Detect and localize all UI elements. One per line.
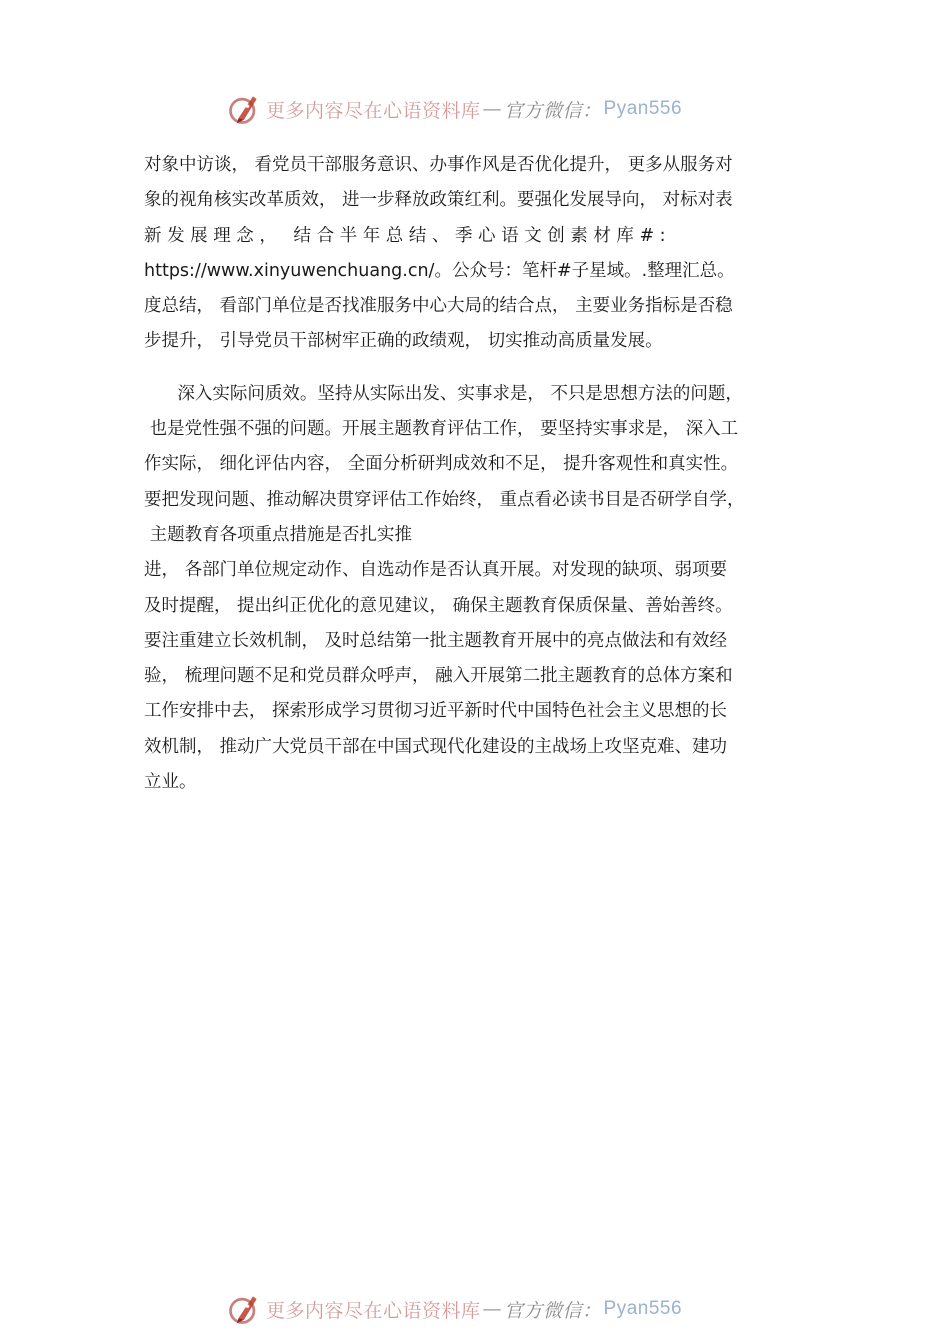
watermark-wechat-id: Pyan556: [603, 1298, 683, 1319]
text-line: 度总结， 看部门单位是否找准服务中心大局的结合点， 主要业务指标是否稳: [144, 296, 733, 317]
paragraph-2: [144, 377, 816, 801]
text-line: 主题教育各项重点措施是否扎实推: [144, 524, 413, 545]
text-line: 对象中访谈， 看党员干部服务意识、办事作风是否优化提升， 更多从服务对: [144, 155, 733, 175]
text-line: 验， 梳理问题不足和党员群众呼声， 融入开展第二批主题教育的总体方案和: [144, 666, 733, 687]
text-line: 步提升， 引导党员干部树牢正确的政绩观， 切实推动高质量发展。: [144, 331, 663, 352]
document-body: [144, 148, 816, 800]
text-line: 作实际， 细化评估内容， 全面分析研判成效和不足， 提升客观性和真实性。: [144, 454, 739, 475]
text-line: 效机制， 推动广大党员干部在中国式现代化建设的主战场上攻坚克难、建功: [144, 736, 728, 757]
text-line: 深入实际问质效。坚持从实际出发、实事求是， 不只是思想方法的问题，: [144, 383, 743, 404]
text-line: 象的视角核实改革质效， 进一步释放政策红利。要强化发展导向， 对标对表: [144, 190, 733, 211]
text-line: 及时提醒， 提出纠正优化的意见建议， 确保主题教育保质保量、善始善终。: [144, 595, 733, 616]
pen-nib-circle-icon: [226, 1291, 262, 1327]
text-line: 新 发 展 理 念 ， 结 合 半 年 总 结 、 季 心 语 文 创 素 材 库 # :: [144, 225, 666, 246]
watermark-main: 更多内容尽在心语资料库: [266, 1299, 481, 1322]
text-line: 进， 各部门单位规定动作、自选动作是否认真开展。对发现的缺项、弱项要: [144, 560, 728, 581]
text-line: 立业。: [144, 772, 197, 793]
watermark-text: [266, 1296, 682, 1323]
text-line: 要注重建立长效机制， 及时总结第一批主题教育开展中的亮点做法和有效经: [144, 630, 728, 651]
watermark-dash: —: [482, 98, 503, 120]
watermark-wechat-label: 官方微信：: [504, 1299, 602, 1322]
header-watermark: [226, 89, 726, 129]
watermark-dash: —: [482, 1298, 503, 1320]
text-line: 也是党性强不强的问题。开展主题教育评估工作， 要坚持实事求是， 深入工: [144, 419, 739, 440]
pen-nib-circle-icon: [226, 91, 262, 127]
footer-watermark: [226, 1289, 726, 1329]
watermark-wechat-label: 官方微信：: [504, 99, 602, 122]
watermark-wechat-id: Pyan556: [603, 98, 683, 119]
watermark-text: [266, 96, 682, 123]
text-line: 工作安排中去， 探索形成学习贯彻习近平新时代中国特色社会主义思想的长: [144, 701, 728, 722]
text-line: https://www.xinyuwenchuang.cn/。公众号：笔杆#子星域。.整理汇总。: [144, 260, 735, 281]
paragraph-1: [144, 148, 816, 360]
watermark-main: 更多内容尽在心语资料库: [266, 99, 481, 122]
text-line: 要把发现问题、推动解决贯穿评估工作始终， 重点看必读书目是否研学自学，: [144, 489, 745, 510]
